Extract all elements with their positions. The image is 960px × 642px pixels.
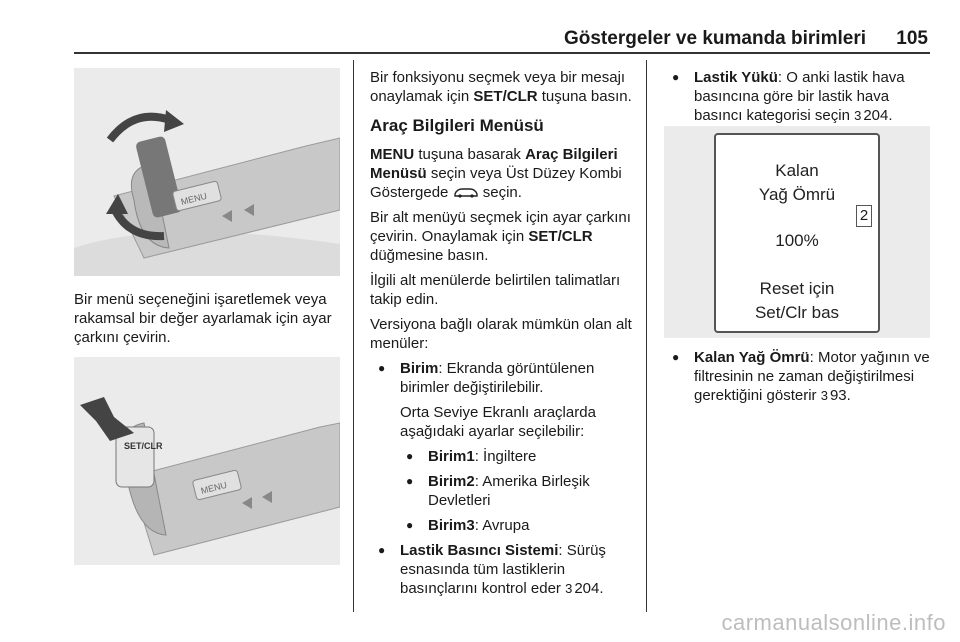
submenu-text-2: düğmesine basın. xyxy=(370,247,489,264)
display-percent: 100% xyxy=(775,231,819,250)
submenu-bold: SET/CLR xyxy=(528,228,593,245)
birim1-title: Birim1 xyxy=(428,448,475,465)
yuk-ref[interactable]: 204. xyxy=(863,107,893,124)
submenu-text-1: Bir alt menüyü seçmek için ayar çarkını çevirin. Onaylamak için xyxy=(370,209,631,245)
list-item-birim xyxy=(370,359,638,397)
menu-keyword: MENU xyxy=(370,146,415,163)
list-item-birim3 xyxy=(370,516,638,535)
column-3-lower xyxy=(664,348,932,411)
intro-bold: SET/CLR xyxy=(473,88,538,105)
column-3 xyxy=(664,68,932,131)
menu-name: Araç Bilgileri Menüsü xyxy=(370,146,618,182)
birim2-title: Birim2 xyxy=(428,473,475,490)
intro-text-1: Bir fonksiyonu seçmek veya bir mesajı onaylamak için xyxy=(370,69,626,105)
display-line-3: Reset için xyxy=(759,279,835,298)
list-item-lastik-basinci xyxy=(370,541,638,598)
display-page-indicator: 2 xyxy=(856,205,872,227)
column-divider-1 xyxy=(353,60,354,612)
options-intro: Versiyona bağlı olarak mümkün olan alt menüler: xyxy=(370,316,632,352)
birim3-title: Birim3 xyxy=(428,517,475,534)
menu-paragraph xyxy=(370,145,638,202)
watermark: carmanualsonline.info xyxy=(721,610,946,635)
submenu-paragraph xyxy=(370,208,638,265)
wheel-caption: Bir menü seçeneğini işaretlemek veya rakamsal bir değer ayarlamak için ayar çarkını çevirin. xyxy=(74,291,332,346)
stalk-wheel-illustration xyxy=(74,68,340,276)
oil-life-display xyxy=(714,133,880,333)
menu-button-label-2: MENU xyxy=(199,479,228,496)
birim-title: Birim xyxy=(400,360,439,377)
list-item-kalan-yag-omru xyxy=(664,348,932,405)
lastik-text: : Sürüş esnasında tüm lastiklerin basınçlarını kontrol eder xyxy=(400,542,606,597)
display-line-2: Yağ Ömrü xyxy=(758,185,836,204)
header-divider xyxy=(74,52,930,54)
set-clr-illustration xyxy=(74,357,340,565)
birim3-text: : Avrupa xyxy=(474,517,530,534)
birim2-text: : Amerika Birleşik Devletleri xyxy=(428,473,590,509)
lastik-ref[interactable]: 204. xyxy=(574,580,604,597)
menu-text-1: tuşuna basarak xyxy=(414,146,526,163)
stalk-wheel-figure xyxy=(74,68,340,276)
xref-icon: 3 xyxy=(565,581,573,596)
xref-icon: 3 xyxy=(854,108,862,123)
intro-text-2: tuşuna basın. xyxy=(537,88,632,105)
menu-text-2: seçin veya Üst Düzey Kombi Göstergede xyxy=(370,165,622,201)
lastik-title: Lastik Basıncı Sistemi xyxy=(400,542,559,559)
menu-button-label: MENU xyxy=(179,190,208,207)
page-title: Göstergeler ve kumanda birimleri xyxy=(563,28,866,49)
set-label: SET/CLR xyxy=(124,441,163,451)
yag-title: Kalan Yağ Ömrü xyxy=(694,349,810,366)
display-line-1: Kalan xyxy=(775,161,819,180)
instructions-paragraph: İlgili alt menülerde belirtilen talimatları takip edin. xyxy=(370,272,621,308)
page-number: 105 xyxy=(896,28,928,49)
section-heading: Araç Bilgileri Menüsü xyxy=(370,116,544,135)
yag-text: : Motor yağının ve filtresinin ne zaman değiştirilmesi gerektiğini gösterir xyxy=(694,349,930,404)
set-clr-intro xyxy=(370,68,638,106)
column-divider-2 xyxy=(646,60,647,612)
list-item-birim2 xyxy=(370,472,638,510)
birim-subtext: Orta Seviye Ekranlı araçlarda aşağıdaki ayarlar seçilebilir: xyxy=(400,404,596,440)
list-item-birim1 xyxy=(370,447,638,466)
xref-icon: 3 xyxy=(820,388,828,403)
page-header xyxy=(74,24,928,52)
yuk-title: Lastik Yükü xyxy=(694,69,778,86)
display-line-4: Set/Clr bas xyxy=(754,303,840,322)
column-2 xyxy=(370,68,638,604)
birim-text: : Ekranda görüntülenen birimler değiştirilebilir. xyxy=(400,360,595,396)
vehicle-icon xyxy=(453,186,479,198)
yag-ref[interactable]: 93. xyxy=(829,387,851,404)
yuk-text: : O anki lastik hava basıncına göre bir lastik hava basıncı kategorisi seçin xyxy=(694,69,905,124)
set-clr-figure xyxy=(74,357,340,565)
list-item-lastik-yuku xyxy=(664,68,932,125)
birim1-text: : İngiltere xyxy=(474,448,537,465)
menu-text-3: seçin. xyxy=(478,184,522,201)
